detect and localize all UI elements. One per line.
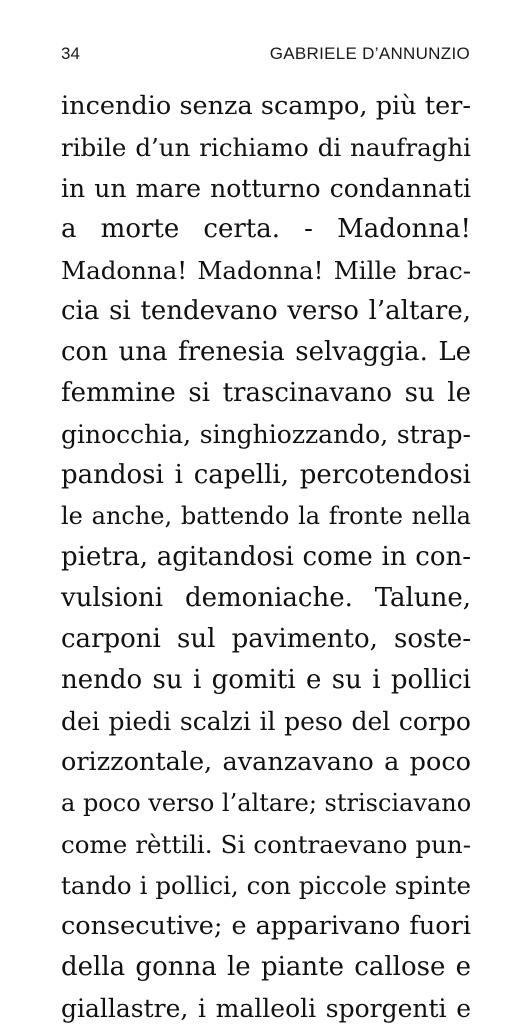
page-number: 34 — [61, 44, 80, 63]
page-header — [61, 42, 470, 66]
text-line: giallastre, i malleoli sporgenti e — [61, 994, 471, 1023]
text-line: pandosi i capelli, percotendosi — [61, 460, 471, 490]
body-text — [61, 86, 471, 1029]
text-line: con una frenesia selvaggia. Le — [61, 337, 471, 367]
text-line: incendio senza scampo, più ter- — [61, 91, 471, 121]
text-line: Madonna! Madonna! Mille brac- — [61, 256, 471, 285]
text-line: in un mare notturno condannati — [61, 174, 471, 203]
text-line: consecutive; e apparivano fuori — [61, 911, 471, 941]
text-line: orizzontale, avanzavano a poco — [61, 747, 471, 777]
running-head: GABRIELE D’ANNUNZIO — [269, 44, 470, 63]
text-line: ribile d’un richiamo di naufraghi — [61, 133, 471, 162]
text-line: a morte certa. - Madonna! — [61, 214, 471, 244]
text-line: a poco verso l’altare; strisciavano — [61, 789, 471, 817]
text-line: pietra, agitandosi come in con- — [61, 542, 471, 572]
text-line: dei piedi scalzi il peso del corpo — [61, 707, 471, 736]
text-line: le anche, battendo la fronte nella — [61, 502, 471, 530]
text-line: nendo su i gomiti e su i pollici — [61, 665, 471, 695]
text-line: femmine si trascinavano su le — [61, 378, 471, 408]
text-line: tando i pollici, con piccole spinte — [61, 871, 471, 900]
text-line: come rèttili. Si contraevano pun- — [61, 830, 471, 859]
text-line: vulsioni demoniache. Talune, — [61, 583, 471, 613]
text-line: cia si tendevano verso l’altare, — [61, 296, 471, 326]
text-line: della gonna le piante callose e — [61, 952, 471, 982]
text-line: carponi sul pavimento, soste- — [61, 624, 471, 654]
text-line: ginocchia, singhiozzando, strap- — [61, 420, 471, 449]
